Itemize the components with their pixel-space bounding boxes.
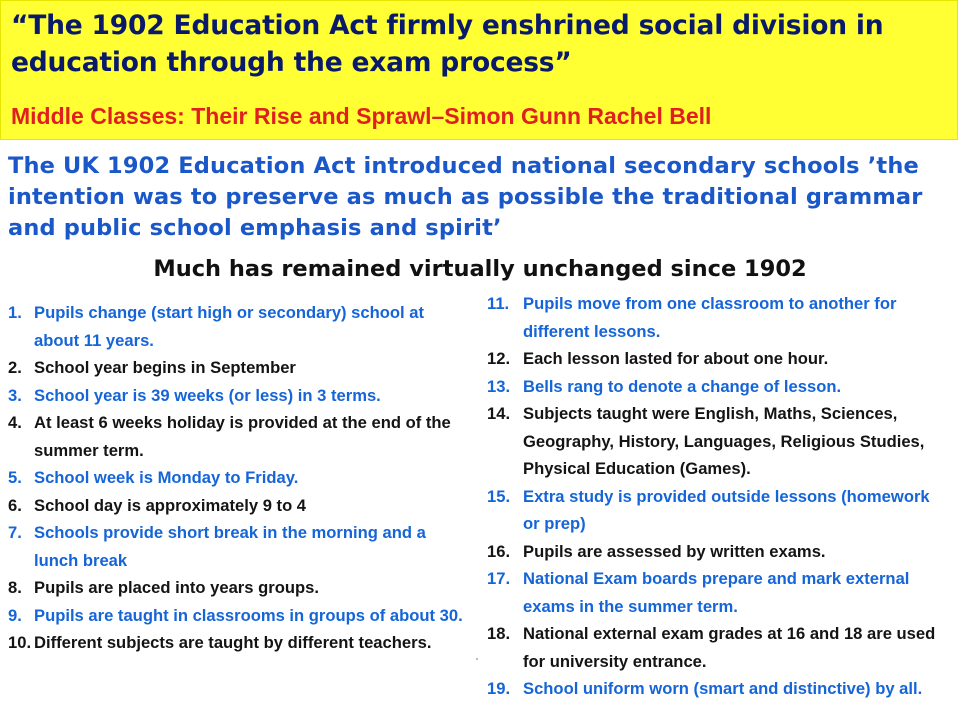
list-item: 14. Subjects taught were English, Maths, Sciences, Geography, History, Languages, Religious Studies, Physical Education (Games).: [487, 404, 925, 478]
list-item: 9. Pupils are taught in classrooms in groups of about 30.: [8, 605, 463, 625]
list-item: 13. Bells rang to denote a change of lesson.: [487, 376, 842, 396]
list-item: 15. Extra study is provided outside lessons (homework or prep): [487, 486, 930, 533]
list-item: 18. National external exam grades at 16 and 18 are used for university entrance.: [487, 624, 936, 671]
list-item: 17. National Exam boards prepare and mark external exams in the summer term.: [487, 569, 910, 616]
list-item: 1. Pupils change (start high or secondary) school at about 11 years.: [8, 303, 425, 350]
list-item: 10. Different subjects are taught by different teachers.: [8, 633, 432, 652]
stray-mark: [476, 658, 478, 660]
intro-paragraph: The UK 1902 Education Act introduced national secondary schools ’the intention was to preserve as much as possible the traditional grammar and public school emphasis and spirit’: [8, 153, 923, 241]
list-item: 16. Pupils are assessed by written exams.: [487, 541, 826, 561]
source-citation: Middle Classes: Their Rise and Sprawl–Simon Gunn Rachel Bell: [11, 103, 712, 129]
title-banner: [0, 0, 958, 140]
list-item: 3. School year is 39 weeks (or less) in 3 terms.: [8, 385, 381, 405]
list-item: 2. School year begins in September: [8, 358, 296, 377]
list-item: 4. At least 6 weeks holiday is provided at the end of the summer term.: [8, 413, 451, 460]
list-item: 12. Each lesson lasted for about one hour.: [487, 349, 829, 368]
list-item: 8. Pupils are placed into years groups.: [8, 578, 319, 597]
list-item: 11. Pupils move from one classroom to another for different lessons.: [487, 294, 897, 341]
subheading: Much has remained virtually unchanged since 1902: [153, 256, 807, 282]
left-list: [8, 299, 468, 657]
list-item: 7. Schools provide short break in the morning and a lunch break: [8, 523, 426, 570]
quote-title: “The 1902 Education Act firmly enshrined social division in education through the exam process”: [11, 10, 884, 78]
list-item: 19. School uniform worn (smart and distinctive) by all.: [487, 679, 923, 698]
list-item: 5. School week is Monday to Friday.: [8, 468, 299, 487]
list-item: 6. School day is approximately 9 to 4: [8, 495, 307, 515]
right-list: [487, 290, 947, 703]
